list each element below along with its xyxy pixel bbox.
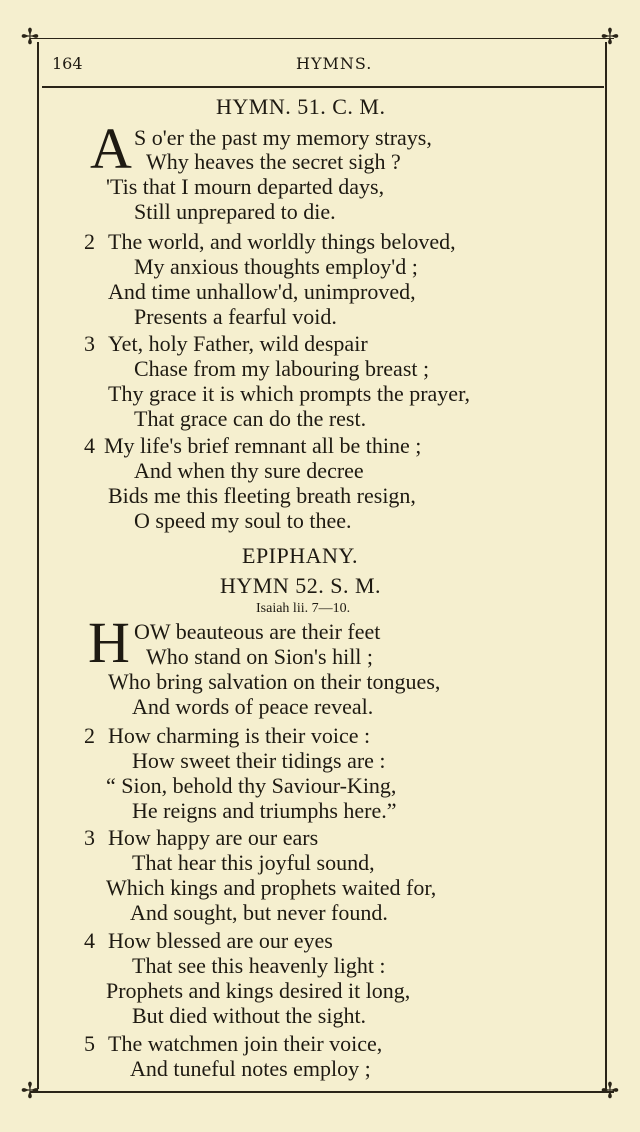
verse-line: Which kings and prophets waited for,: [106, 875, 437, 900]
corner-ornament-icon: ✢: [20, 25, 40, 50]
verse-line: And words of peace reveal.: [132, 694, 374, 719]
verse-line: S o'er the past my memory strays,: [134, 125, 432, 150]
verse-line: How blessed are our eyes: [108, 928, 333, 953]
verse-line: Prophets and kings desired it long,: [106, 978, 411, 1003]
verse-line: And tuneful notes employ ;: [130, 1056, 371, 1081]
verse-line: Still unprepared to die.: [134, 199, 336, 224]
drop-cap: A: [90, 116, 132, 181]
verse-line: My anxious thoughts employ'd ;: [134, 254, 418, 279]
drop-cap: H: [88, 610, 130, 675]
corner-ornament-icon: ✢: [600, 25, 620, 50]
verse-line: O speed my soul to thee.: [134, 508, 352, 533]
verse-number: 4: [84, 928, 95, 953]
frame-top-rule: [30, 38, 614, 39]
verse-line: “ Sion, behold thy Saviour-King,: [106, 773, 397, 798]
verse-number: 3: [84, 331, 95, 356]
frame-left-rule: [37, 42, 39, 1089]
section-heading: EPIPHANY.: [242, 543, 358, 568]
frame-right-rule: [605, 42, 607, 1089]
verse-line: Who bring salvation on their tongues,: [108, 669, 441, 694]
verse-line: My life's brief remnant all be thine ;: [104, 433, 422, 458]
verse-number: 4: [84, 433, 95, 458]
verse-line: Who stand on Sion's hill ;: [146, 644, 374, 669]
verse-line: OW beauteous are their feet: [134, 619, 381, 644]
verse-line: Why heaves the secret sigh ?: [146, 149, 401, 174]
verse-line: But died without the sight.: [132, 1003, 367, 1028]
verse-line: He reigns and triumphs here.”: [132, 798, 397, 823]
verse-line: That grace can do the rest.: [134, 406, 367, 431]
verse-line: How happy are our ears: [108, 825, 319, 850]
verse-line: Bids me this fleeting breath resign,: [108, 483, 416, 508]
verse-line: That see this heavenly light :: [132, 953, 386, 978]
page-number: 164: [52, 54, 83, 73]
corner-ornament-icon: ✢: [600, 1079, 620, 1104]
scripture-reference: Isaiah lii. 7—10.: [256, 601, 351, 616]
hymn-title: HYMN. 51. C. M.: [216, 94, 386, 119]
verse-number: 3: [84, 825, 95, 850]
hymn-title: HYMN 52. S. M.: [220, 573, 382, 598]
verse-line: The world, and worldly things beloved,: [108, 229, 456, 254]
verse-line: And when thy sure decree: [134, 458, 364, 483]
verse-line: And time unhallow'd, unimproved,: [108, 279, 416, 304]
verse-line: And sought, but never found.: [130, 900, 388, 925]
verse-line: 'Tis that I mourn departed days,: [106, 174, 385, 199]
verse-line: How charming is their voice :: [108, 723, 371, 748]
verse-number: 2: [84, 723, 95, 748]
verse-line: Presents a fearful void.: [134, 304, 337, 329]
running-head: HYMNS.: [296, 54, 373, 73]
verse-line: How sweet their tidings are :: [132, 748, 386, 773]
verse-line: Chase from my labouring breast ;: [134, 356, 430, 381]
header-rule: [42, 86, 604, 88]
verse-line: Thy grace it is which prompts the prayer,: [108, 381, 471, 406]
verse-number: 5: [84, 1031, 95, 1056]
verse-number: 2: [84, 229, 95, 254]
verse-line: Yet, holy Father, wild despair: [108, 331, 368, 356]
corner-ornament-icon: ✢: [20, 1079, 40, 1104]
verse-line: The watchmen join their voice,: [108, 1031, 383, 1056]
frame-bottom-rule: [30, 1091, 614, 1093]
verse-line: That hear this joyful sound,: [132, 850, 375, 875]
